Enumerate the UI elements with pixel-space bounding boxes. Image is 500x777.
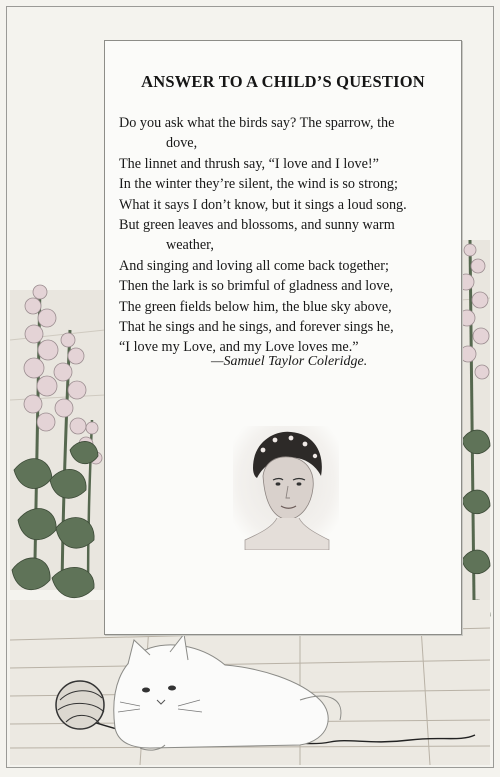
poem-text <box>119 113 455 358</box>
poem-line: In the winter they’re silent, the wind is so strong; <box>119 176 398 193</box>
poem-attribution: —Samuel Taylor Coleridge. <box>211 354 368 369</box>
poem-line: What it says I don’t know, but it sings a loud song. <box>119 196 407 213</box>
poem-line: And singing and loving all come back together; <box>119 257 389 274</box>
poem-line: Do you ask what the birds say? The sparrow, the <box>119 115 395 131</box>
poem-line: The green fields below him, the blue sky above, <box>119 298 392 315</box>
poem-line: The linnet and thrush say, “I love and I love!” <box>119 155 379 172</box>
poem-line: dove, <box>166 135 198 152</box>
poem-line: But green leaves and blossoms, and sunny warm <box>119 216 395 233</box>
woman-portrait <box>233 426 339 550</box>
poem-line: Then the lark is so brimful of gladness and love, <box>119 278 394 295</box>
poem-line: “I love my Love, and my Love loves me.” <box>119 339 359 356</box>
poem-line: That he sings and he sings, and forever sings he, <box>119 318 394 335</box>
poem-line: weather, <box>166 237 214 254</box>
poem-card <box>104 40 462 635</box>
poem-title: ANSWER TO A CHILD’S QUESTION <box>141 72 425 91</box>
